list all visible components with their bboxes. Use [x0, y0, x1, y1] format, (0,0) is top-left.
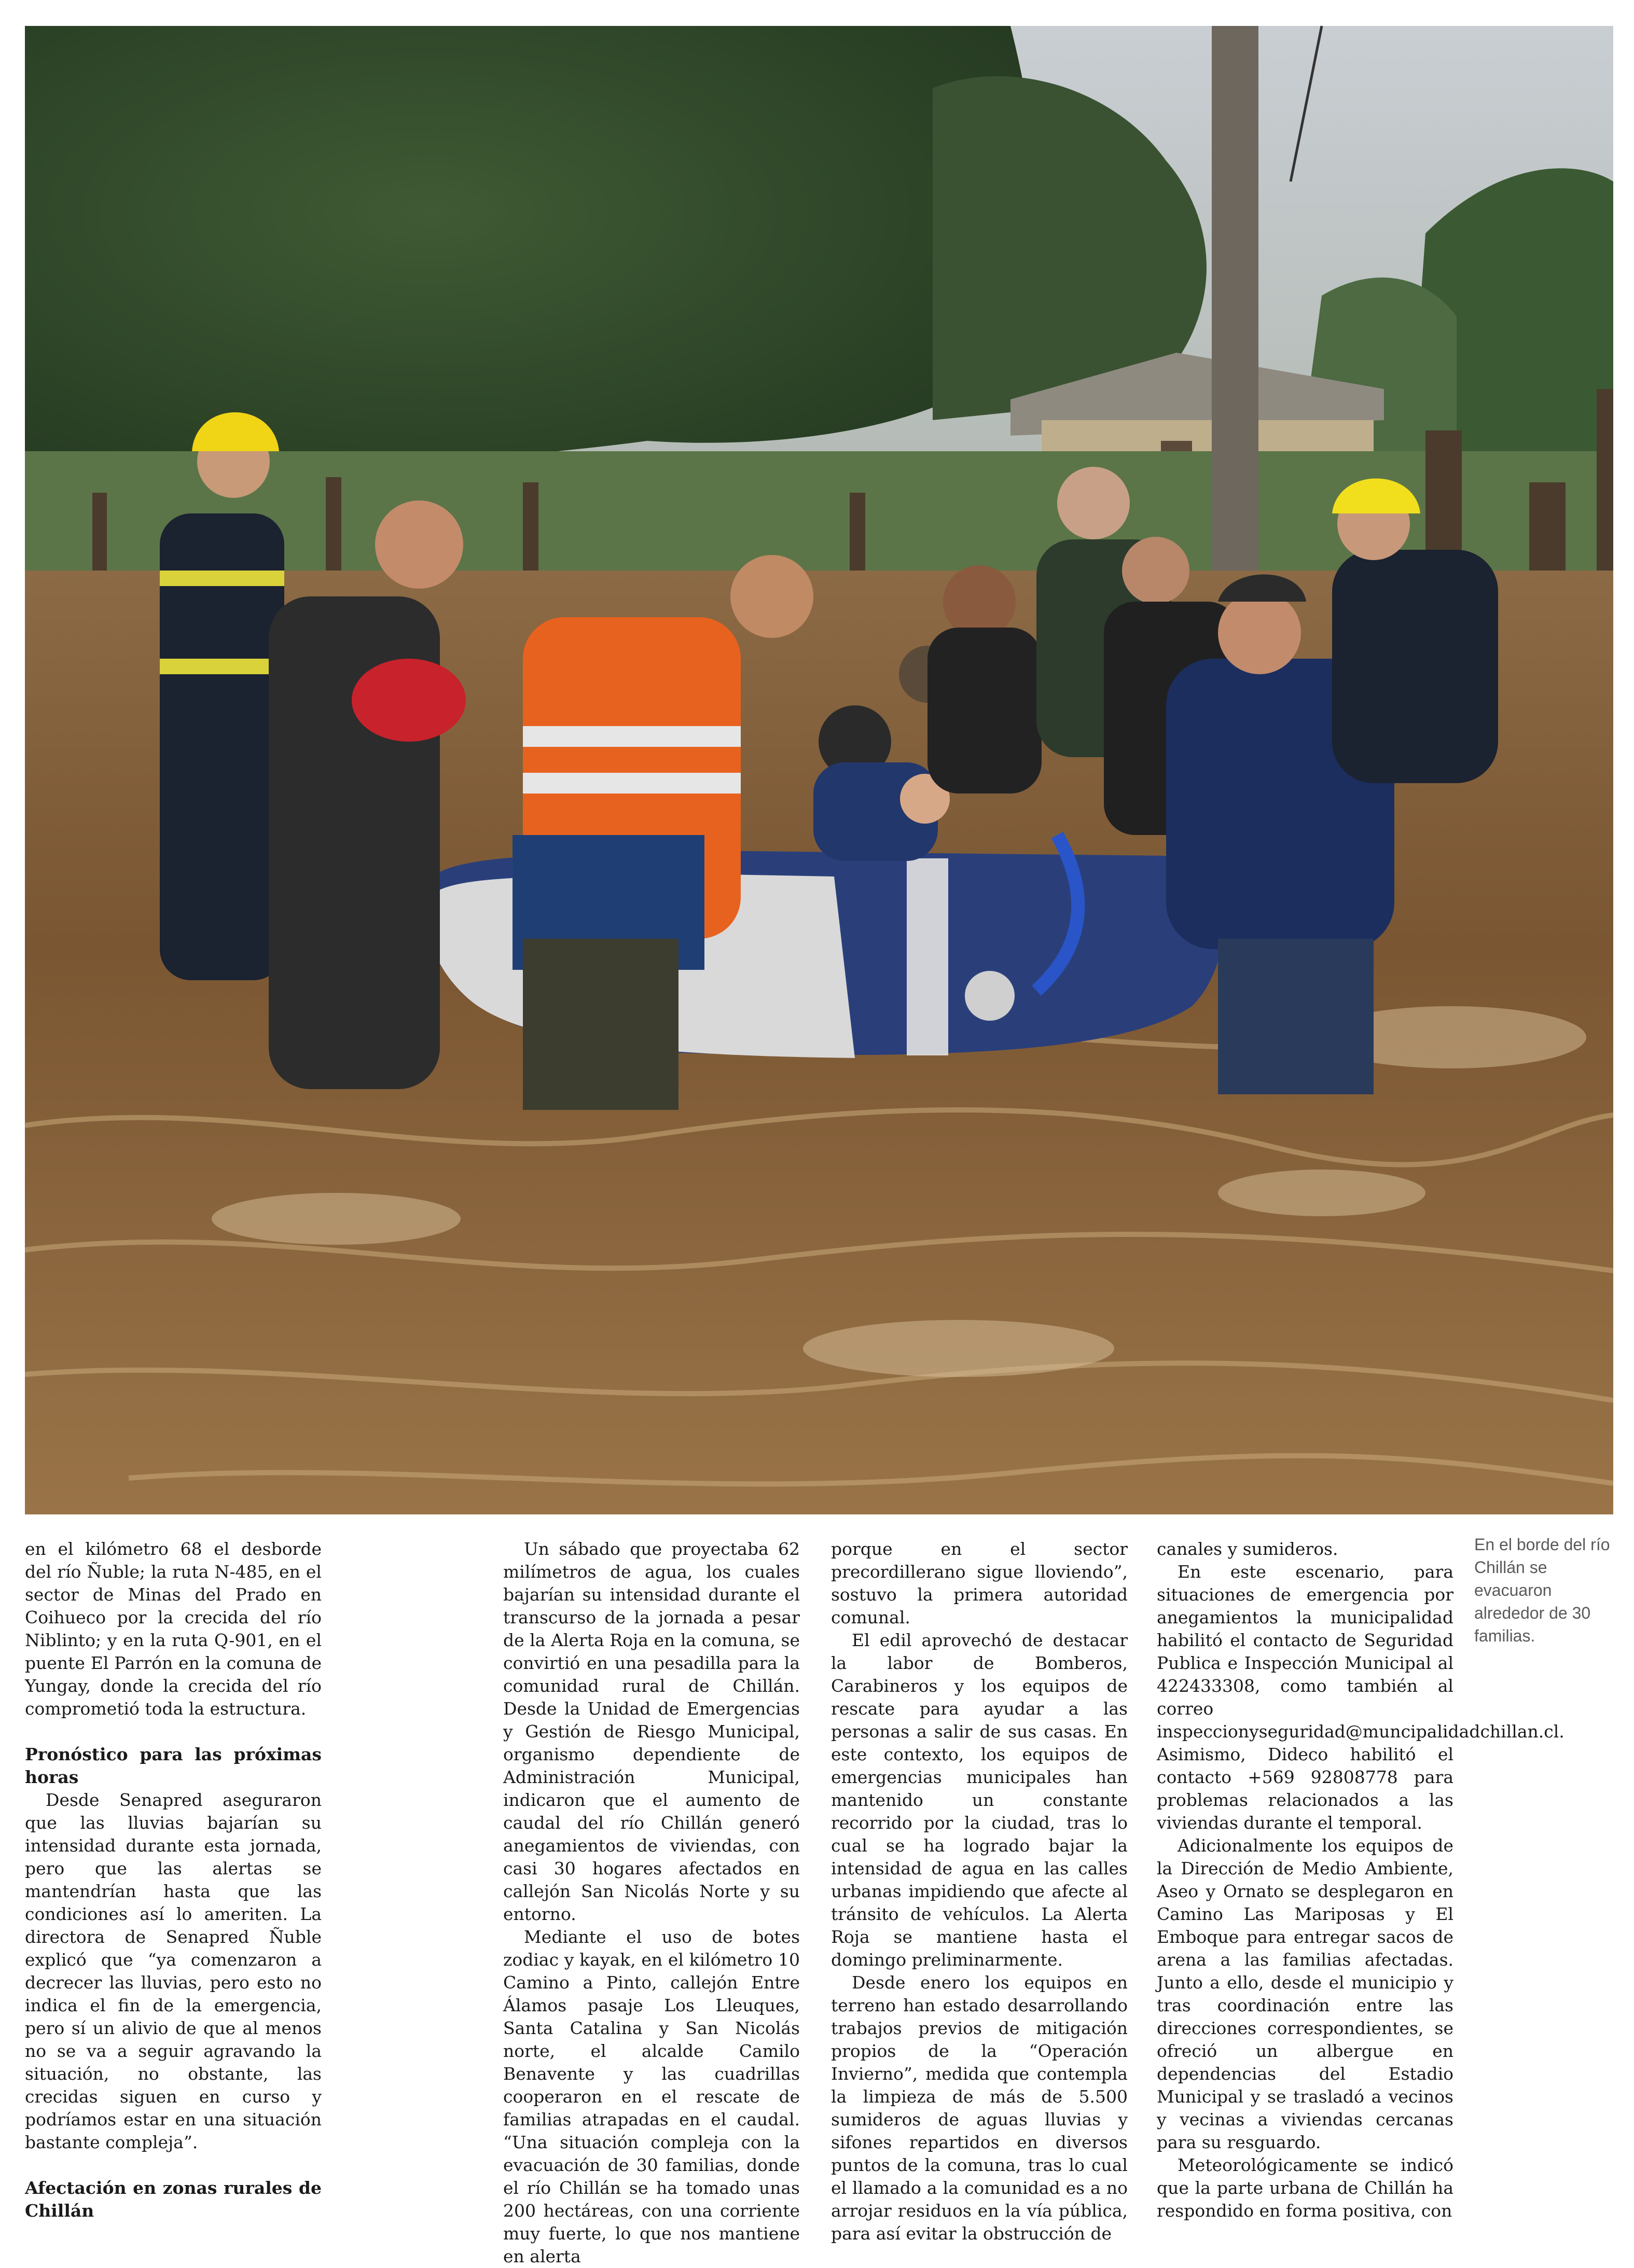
- paragraph: Desde enero los equipos en terreno han estado desarrollando trabajos previos de mitigación propios de la “Operación Invierno”, medida que contempla la limpieza de más de 5.500 sumideros de aguas lluvias y sifones repartidos en diversos puntos de la comuna, tras lo cual el llamado a la comunidad es a no arrojar residuos en la vía pública, para así evitar la obstrucción de: [831, 1972, 1128, 2244]
- paragraph: Mediante el uso de botes zodiac y kayak, en el kilómetro 10 Camino a Pinto, callejón Entre Álamos pasaje Los Lleuques, Santa Catalina y San Nicolás norte, el alcalde Camilo Benavente y las cuadrillas cooperaron en el rescate de familias atrapadas en el caudal. “Una situación compleja con la evacuación de 30 familias, donde el río Chillán se ha tomado unas 200 hectáreas, con una corriente muy fuerte, lo que nos mantiene en alerta: [503, 1927, 800, 2266]
- photo-caption: En el borde del río Chillán se evacuaron alrededor de 30 familias.: [1474, 1535, 1610, 1645]
- photo-illustration: [25, 26, 1613, 1514]
- subheading-forecast: Pronóstico para las próximas horas: [25, 1744, 322, 1787]
- paragraph: Desde Senapred aseguraron que las lluvias bajarían su intensidad durante esta jornada, pero que las alertas se mantendrían hasta que las condiciones así lo ameriten. La directora de Senapred Ñuble explicó que “ya comenzaron a decrecer las lluvias, pero esto no indica el fin de la emergencia, pero sí un alivio de que al menos no se va a seguir agravando la situación, no obstante, las crecidas siguen en curso y podríamos estar en una situación bastante compleja”.: [25, 1790, 322, 2152]
- paragraph: en el kilómetro 68 el desborde del río Ñuble; la ruta N-485, en el sector de Minas del Prado en Coihueco por la crecida del río Niblinto; y en la ruta Q-901, en el puente El Parrón en la comuna de Yungay, donde la crecida del río comprometió toda la estructura.: [25, 1539, 322, 1719]
- article-column-3: [831, 1538, 1128, 2244]
- paragraph: porque en el sector precordillerano sigue lloviendo”, sostuvo la primera autoridad comunal.: [831, 1539, 1128, 1627]
- paragraph: Adicionalmente los equipos de la Dirección de Medio Ambiente, Aseo y Ornato se desplegaron en Camino Las Mariposas y El Emboque para entregar sacos de arena a las familias afectadas. Junto a ello, desde el municipio y tras coordinación entre las direcciones correspondientes, se ofreció un albergue en dependencias del Estadio Municipal y se trasladó a vecinos y vecinas a viviendas cercanas para su resguardo.: [1157, 1835, 1453, 2152]
- paragraph: canales y sumideros.: [1157, 1539, 1338, 1559]
- paragraph: Meteorológicamente se indicó que la parte urbana de Chillán ha respondido en forma positiva, con: [1157, 2155, 1453, 2221]
- article-column-1: [25, 1538, 322, 2221]
- flood-rescue-photo: [25, 26, 1613, 1514]
- paragraph: Un sábado que proyectaba 62 milímetros de agua, los cuales bajarían su intensidad durante el transcurso de la jornada a pesar de la Alerta Roja en la comuna, se convirtió en una pesadilla para la comunidad rural de Chillán. Desde la Unidad de Emergencias y Gestión de Riesgo Municipal, organismo dependiente de Administración Municipal, indicaron que el aumento de caudal del río Chillán generó anegamientos de viviendas, con casi 30 hogares afectados en callejón San Nicolás Norte y su entorno.: [503, 1539, 800, 1924]
- article-column-2: [503, 1538, 800, 2266]
- subheading-rural-zones: Afectación en zonas rurales de Chillán: [25, 2178, 322, 2221]
- paragraph: En este escenario, para situaciones de emergencia por anegamientos la municipalidad habilitó el contacto de Seguridad Publica e Inspección Municipal al 422433308, como también al correo inspeccionyseguridad@muncipalidadchillan.cl. Asimismo, Dideco habilitó el contacto +569 92808778 para problemas relacionados a las viviendas durante el temporal.: [1157, 1562, 1564, 1833]
- paragraph: El edil aprovechó de destacar la labor de Bomberos, Carabineros y los equipos de rescate para ayudar a las personas a salir de sus casas. En este contexto, los equipos de emergencias municipales han mantenido un constante recorrido por la ciudad, tras lo cual se ha logrado bajar la intensidad de agua en las calles urbanas impidiendo que afecte al tránsito de vehículos. La Alerta Roja se mantiene hasta el domingo preliminarmente.: [831, 1630, 1128, 1970]
